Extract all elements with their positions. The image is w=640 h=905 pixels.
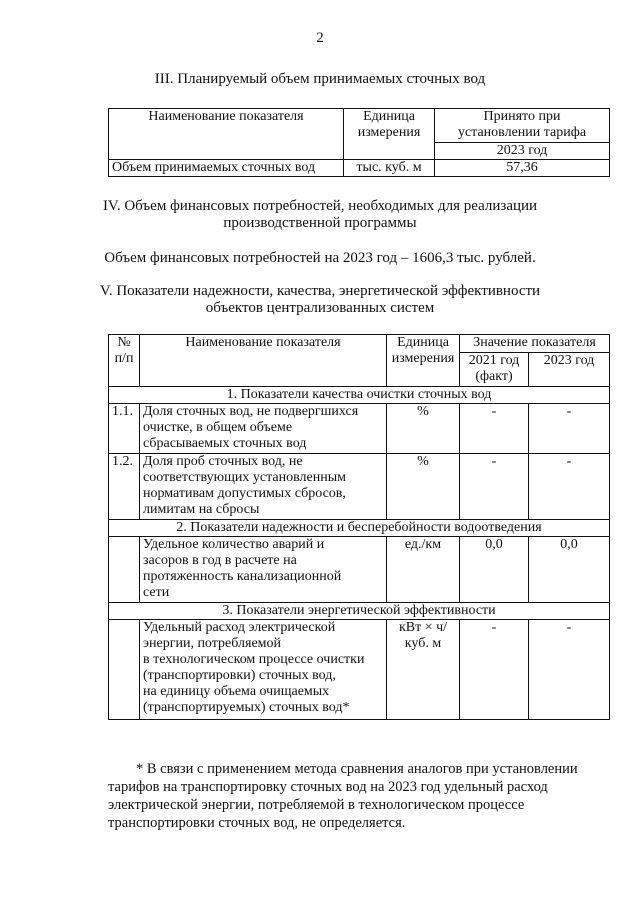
group-energy-header: 3. Показатели энергетической эффективности	[109, 603, 610, 620]
row-value-2023: -	[529, 404, 610, 454]
header-accepted: Принято при установлении тарифа	[435, 109, 610, 143]
group-quality-header: 1. Показатели качества очистки сточных вод	[109, 387, 610, 404]
row-number	[109, 537, 140, 603]
row-value-2021: 0,0	[460, 537, 529, 603]
wastewater-volume-table	[108, 108, 610, 177]
row-value-2023: -	[529, 620, 610, 720]
header-indicator-name: Наименование показателя	[109, 109, 344, 160]
row-indicator-name: Объем принимаемых сточных вод	[109, 160, 344, 177]
header-year-2023: 2023 год	[529, 353, 610, 387]
row-value-2021: -	[460, 454, 529, 520]
header-indicator-value: Значение показателя	[460, 335, 610, 353]
row-number: 1.1.	[109, 404, 140, 454]
row-unit: кВт × ч/ куб. м	[387, 620, 460, 720]
financial-needs-statement: Объем финансовых потребностей на 2023 год – 1606,3 тыс. рублей.	[104, 250, 536, 266]
row-unit: тыс. куб. м	[344, 160, 435, 177]
header-number: № п/п	[109, 335, 140, 387]
page-number: 2	[316, 30, 324, 46]
row-value-2023: 0,0	[529, 537, 610, 603]
row-value-2021: -	[460, 620, 529, 720]
group-reliability-header: 2. Показатели надежности и бесперебойности водоотведения	[109, 520, 610, 537]
row-unit: ед./км	[387, 537, 460, 603]
row-value-2021: -	[460, 404, 529, 454]
header-year-2021-fact: 2021 год (факт)	[460, 353, 529, 387]
footnote: * В связи с применением метода сравнения аналогов при установлении тарифов на транспортировку сточных вод на 2023 год удельный расход электрической энергии, потребляемой в технологическом процессе транспортировки сточных вод, не определяется.	[108, 761, 578, 831]
row-indicator-name: Удельное количество аварий и засоров в год в расчете на протяженность канализационной сети	[140, 537, 387, 603]
row-indicator-name: Доля сточных вод, не подвергшихся очистке, в общем объеме сбрасываемых сточных вод	[140, 404, 387, 454]
row-unit: %	[387, 454, 460, 520]
row-number: 1.2.	[109, 454, 140, 520]
header-unit: Единица измерения	[344, 109, 435, 160]
row-number	[109, 620, 140, 720]
section-5-title: V. Показатели надежности, качества, энергетической эффективности объектов централизованных систем	[99, 283, 541, 316]
header-unit: Единица измерения	[387, 335, 460, 387]
row-unit: %	[387, 404, 460, 454]
section-4-title: IV. Объем финансовых потребностей, необходимых для реализации производственной программы	[102, 198, 538, 231]
header-indicator-name: Наименование показателя	[140, 335, 387, 387]
row-value-2023: -	[529, 454, 610, 520]
row-value: 57,36	[435, 160, 610, 177]
indicators-table	[108, 334, 610, 720]
row-indicator-name: Удельный расход электрической энергии, потребляемой в технологическом процессе очистки (транспортировки) сточных вод, на единицу объема очищаемых (транспортируемых) сточных вод*	[140, 620, 387, 720]
section-3-title: III. Планируемый объем принимаемых сточных вод	[154, 71, 486, 87]
header-year-2023: 2023 год	[435, 143, 610, 160]
row-indicator-name: Доля проб сточных вод, не соответствующих установленным нормативам допустимых сбросов, лимитам на сбросы	[140, 454, 387, 520]
